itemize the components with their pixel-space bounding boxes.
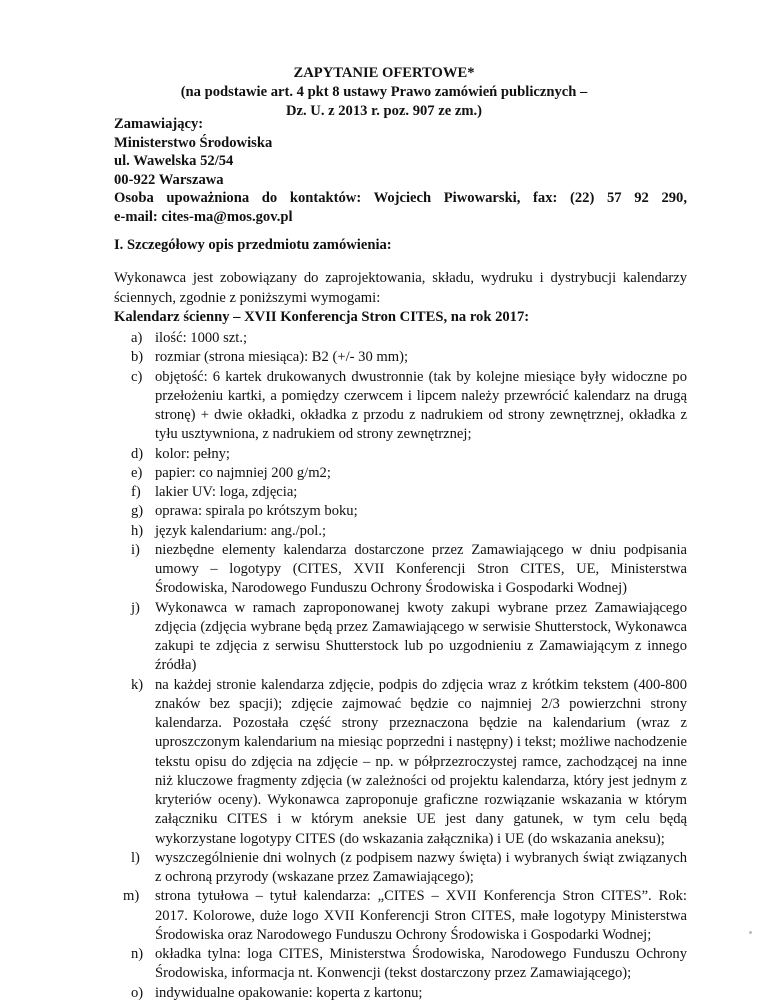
- item-text: okładka tylna: loga CITES, Ministerstwa Środowiska, Narodowego Funduszu Ochrony Środowiska, informacja nt. Konwencji (tekst dostarczony przez Zamawiającego);: [155, 946, 687, 982]
- item-marker: l): [131, 849, 140, 866]
- requirement-item: [114, 329, 687, 348]
- requirement-item: [114, 849, 687, 888]
- contracting-authority-block: [114, 115, 687, 227]
- item-marker: k): [131, 676, 144, 693]
- item-text: lakier UV: loga, zdjęcia;: [155, 484, 298, 500]
- intro-line-2: ściennych, zgodnie z poniższymi wymogami:: [114, 289, 381, 306]
- requirement-item: [114, 541, 687, 599]
- document-header: [100, 64, 668, 121]
- item-text: oprawa: spirala po krótszym boku;: [155, 503, 358, 520]
- document-title: ZAPYTANIE OFERTOWE*: [293, 65, 475, 81]
- item-marker: m): [123, 888, 140, 905]
- intro-line-1: Wykonawca jest zobowiązany do zaprojektowania, składu, wydruku i dystrybucji kalendarzy: [114, 270, 687, 286]
- requirement-item: [114, 464, 687, 483]
- requirement-item: [114, 368, 687, 445]
- item-marker: h): [131, 522, 144, 539]
- item-marker: e): [131, 464, 143, 481]
- item-text: papier: co najmniej 200 g/m2;: [155, 464, 331, 481]
- requirements-list: [114, 329, 687, 1003]
- street-address: ul. Wawelska 52/54: [114, 153, 234, 170]
- item-text: objętość: 6 kartek drukowanych dwustronnie (tak by kolejne miesiące były widoczne po przełożeniu kartki, a pomiędzy czerwcem i lipcem należy przewrócić kalendarz na drugą stronę) + dwie okładki, okładka z przodu z nadrukiem od strony zewnętrznej, okładka z tyłu usztywniona, z nadrukiem od strony zewnętrznej;: [155, 368, 687, 443]
- item-marker: a): [131, 330, 143, 346]
- contracting-authority-label: Zamawiający:: [114, 116, 204, 132]
- requirement-item: [114, 887, 687, 945]
- organization-name: Ministerstwo Środowiska: [114, 134, 273, 151]
- requirement-item: [114, 599, 687, 676]
- requirement-item: [114, 522, 687, 541]
- item-marker: f): [131, 484, 141, 500]
- item-text: język kalendarium: ang./pol.;: [155, 522, 327, 539]
- item-text: rozmiar (strona miesiąca): B2 (+/- 30 mm);: [155, 349, 409, 366]
- requirement-item: [114, 348, 687, 367]
- item-text: strona tytułowa – tytuł kalendarza: „CITES – XVII Konferencja Stron CITES”. Rok: 2017. Kolorowe, duże logo XVII Konferencji Stron CITES, małe logotypy Ministerstwa Środowiska oraz Narodowego Funduszu Ochrony Środowiska i Gospodarki Wodnej;: [155, 888, 687, 943]
- item-text: Wykonawca w ramach zaproponowanej kwoty zakupi wybrane przez Zamawiającego zdjęcia (zdjęcia wybrane będą przez Zamawiającego w serwisie Shutterstock, Wykonawca zakupi te zdjęcia z serwisu Shutterstock lub po uzgodnieniu z Zamawiającym z innego źródła): [155, 599, 687, 674]
- requirement-item: [114, 483, 687, 502]
- item-marker: n): [131, 946, 144, 962]
- item-text: kolor: pełny;: [155, 445, 230, 462]
- contact-person-line: Osoba upoważniona do kontaktów: Wojciech Piwowarski, fax: (22) 57 92 290,: [114, 190, 687, 207]
- requirement-item: [114, 445, 687, 464]
- item-marker: i): [131, 541, 140, 558]
- legal-basis-line: (na podstawie art. 4 pkt 8 ustawy Prawo zamówień publicznych –: [180, 84, 588, 100]
- requirement-item: [114, 676, 687, 849]
- section-intro: [114, 269, 687, 308]
- requirement-item: [114, 945, 687, 984]
- item-marker: o): [131, 984, 144, 1001]
- section-title: I. Szczegółowy opis przedmiotu zamówienia:: [114, 237, 392, 253]
- legal-reference-line: Dz. U. z 2013 r. poz. 907 ze zm.): [285, 103, 483, 119]
- calendar-subtitle: Kalendarz ścienny – XVII Konferencja Stron CITES, na rok 2017:: [114, 309, 530, 325]
- scan-speck: [749, 931, 752, 934]
- item-text: ilość: 1000 szt.;: [155, 330, 248, 346]
- item-text: niezbędne elementy kalendarza dostarczone przez Zamawiającego w dniu podpisania umowy – logotypy (CITES, XVII Konferencji Stron CITES, UE, Ministerstwa Środowiska, Narodowego Funduszu Ochrony Środowiska i Gospodarki Wodnej): [155, 541, 687, 597]
- item-marker: j): [131, 599, 140, 616]
- item-marker: c): [131, 368, 143, 385]
- item-text: wyszczególnienie dni wolnych (z podpisem nazwy święta) i wybranych świąt związanych z ochroną przyrody (wskazane przez Zamawiającego);: [155, 849, 687, 885]
- requirement-item: [114, 502, 687, 521]
- item-marker: g): [131, 503, 144, 520]
- email-line: e-mail: cites-ma@mos.gov.pl: [114, 208, 293, 225]
- item-marker: d): [131, 445, 144, 462]
- item-text: indywidualne opakowanie: koperta z kartonu;: [155, 984, 423, 1001]
- requirement-item: [114, 984, 687, 1003]
- item-text: na każdej stronie kalendarza zdjęcie, podpis do zdjęcia wraz z krótkim tekstem (400-800 znaków bez spacji); zdjęcie zajmować będzie co najmniej 2/3 powierzchni strony kalendarza. Pozostała część strony przeznaczona będzie na kalendarium (wraz z uproszczonym kalendarium na miesiąc poprzedni i następny) i tekst; możliwe nachodzenie tekstu opisu do zdjęcia na zdjęcie – np. w półprzezroczystej ramce, zachodzącej na inne niż kluczowe fragmenty zdjęcia (w zależności od projektu kalendarza, który jest jednym z kryteriów oceny). Wykonawca zaproponuje graficzne rozwiązanie wskazania w którym załączniku CITES i w którym aneksie UE jest dany gatunek, w tym celu będą wykorzystane logotypy CITES (do wskazania załącznika) i UE (do wskazania aneksu);: [155, 676, 687, 847]
- postal-city: 00-922 Warszawa: [114, 171, 224, 188]
- item-marker: b): [131, 349, 144, 366]
